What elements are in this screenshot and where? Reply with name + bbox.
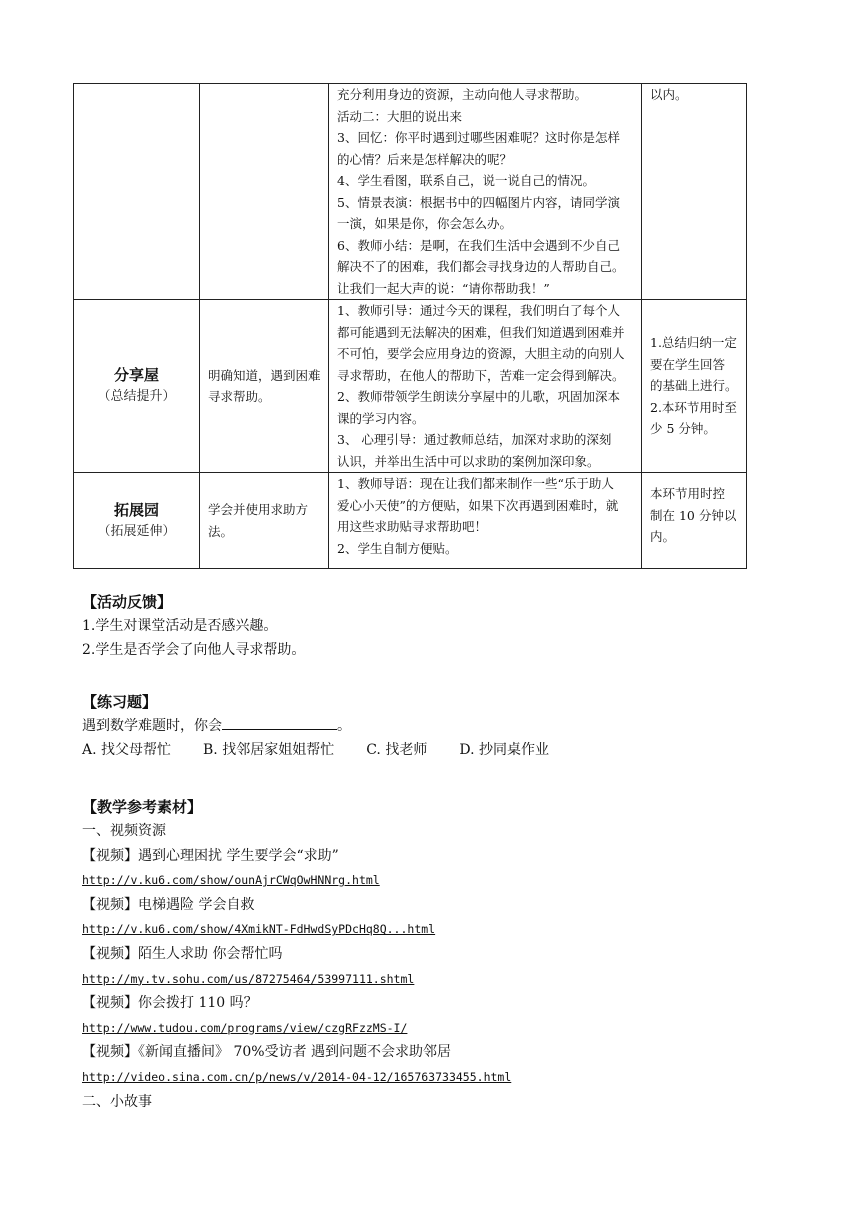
- process-line: 解决不了的困难，我们都会寻找身边的人帮助自己。: [337, 259, 625, 274]
- process-line: 3、 心理引导：通过教师总结，加深对求助的深刻: [337, 432, 612, 447]
- video-link[interactable]: http://my.tv.sohu.com/us/87275464/53997111.shtml: [82, 971, 415, 986]
- note-line: 制在 10 分钟以: [650, 507, 737, 523]
- process-line: 认识，并举出生活中可以求助的案例加深印象。: [337, 453, 600, 469]
- goal-line: 法。: [208, 523, 234, 539]
- feedback-item: 2.学生是否学会了向他人寻求帮助。: [82, 642, 306, 658]
- process-line: 充分利用身边的资源，主动向他人寻求帮助。: [337, 87, 588, 102]
- stage-cell: [74, 300, 200, 473]
- note-line: 1.总结归纳一定: [650, 335, 737, 351]
- video-link[interactable]: http://www.tudou.com/programs/view/czgRFzzMS-I/: [82, 1020, 408, 1035]
- note-line: 以内。: [650, 87, 688, 102]
- video-title: 【视频】电梯遇险 学会自救: [82, 896, 255, 913]
- process-cell: [329, 84, 642, 300]
- process-line: 的心情？后来是怎样解决的呢？: [337, 151, 513, 167]
- process-line: 一演，如果是你，你会怎么办。: [337, 216, 513, 231]
- process-line: 爱心小天使”的方便贴，如果下次再遇到困难时，就: [337, 497, 619, 513]
- option-d: D. 抄同桌作业: [459, 742, 549, 758]
- option-a: A. 找父母帮忙: [82, 742, 172, 758]
- process-line: 6、教师小结：是啊，在我们生活中会遇到不少自己: [337, 237, 620, 253]
- note-cell: [642, 473, 747, 569]
- process-line: 2、学生自制方便贴。: [337, 540, 458, 556]
- stage-title: 分享屋: [113, 366, 159, 384]
- process-line: 不可怕，要学会应用身边的资源，大胆主动的向别人: [337, 346, 625, 361]
- goal-cell: [200, 473, 329, 569]
- feedback-item: 1.学生对课堂活动是否感兴趣。: [82, 618, 278, 634]
- note-line: 2.本环节用时至: [650, 399, 737, 415]
- video-link[interactable]: http://v.ku6.com/show/4XmikNT-FdHwdSyPDcHq8Q...html: [82, 922, 436, 937]
- subsection-title: 一、视频资源: [82, 823, 166, 839]
- table-row: [74, 84, 747, 300]
- goal-cell: [200, 300, 329, 473]
- table-row: [74, 300, 747, 473]
- process-line: 让我们一起大声的说：“请你帮助我！”: [337, 280, 550, 296]
- option-b: B. 找邻居家姐姐帮忙: [203, 742, 335, 758]
- video-link[interactable]: http://video.sina.com.cn/p/news/v/2014-04-12/165763733455.html: [82, 1069, 512, 1084]
- exercise-question: [82, 714, 581, 738]
- section-heading: 【教学参考素材】: [82, 798, 203, 816]
- process-line: 3、回忆：你平时遇到过哪些困难呢？这时你是怎样: [337, 130, 620, 145]
- exercise-options: [82, 738, 581, 762]
- stage-subtitle: （拓展延伸）: [97, 523, 176, 539]
- stage-cell: [74, 84, 200, 300]
- video-title: 【视频】《新闻直播间》 70%受访者 遇到问题不会求助邻居: [82, 1044, 452, 1061]
- process-line: 4、学生看图，联系自己，说一说自己的情况。: [337, 173, 595, 188]
- process-line: 都可能遇到无法解决的困难，但我们知道遇到困难并: [337, 324, 625, 340]
- note-line: 少 5 分钟。: [650, 421, 716, 437]
- process-line: 5、情景表演：根据书中的四幅图片内容，请同学演: [337, 194, 620, 210]
- video-link[interactable]: http://v.ku6.com/show/ounAjrCWqOwHNNrg.html: [82, 873, 380, 888]
- note-cell: [642, 300, 747, 473]
- note-cell: [642, 84, 747, 300]
- note-line: 内。: [650, 529, 676, 544]
- note-line: 要在学生回答: [650, 356, 726, 372]
- process-line: 活动二：大胆的说出来: [337, 108, 463, 124]
- lesson-plan-table: [73, 83, 747, 569]
- process-line: 寻求帮助，在他人的帮助下，苦难一定会得到解决。: [337, 367, 625, 383]
- video-title: 【视频】你会拨打 110 吗？: [82, 995, 258, 1012]
- stage-cell: [74, 473, 200, 569]
- note-line: 本环节用时控: [650, 486, 726, 501]
- table-row: [74, 473, 747, 569]
- exercise-section: [82, 690, 581, 762]
- process-line: 用这些求助贴寻求帮助吧！: [337, 519, 488, 534]
- answer-blank: [222, 714, 337, 730]
- question-end: 。: [337, 718, 351, 734]
- video-title: 【视频】遇到心理困扰 学生要学会“求助”: [82, 847, 339, 864]
- subsection-title: 二、小故事: [82, 1093, 152, 1110]
- option-c: C. 找老师: [366, 742, 428, 758]
- section-heading: 【活动反馈】: [82, 593, 173, 611]
- note-line: 的基础上进行。: [650, 378, 738, 394]
- goal-line: 学会并使用求助方: [208, 502, 309, 517]
- section-heading: 【练习题】: [82, 693, 158, 711]
- process-line: 课的学习内容。: [337, 410, 425, 426]
- process-line: 1、教师引导：通过今天的课程，我们明白了每个人: [337, 303, 620, 318]
- stage-subtitle: （总结提升）: [97, 389, 176, 404]
- question-text: 遇到数学难题时，你会: [82, 718, 222, 734]
- feedback-section: [82, 590, 305, 662]
- stage-title: 拓展园: [113, 500, 159, 519]
- materials-section: [82, 795, 511, 1114]
- video-title: 【视频】陌生人求助 你会帮忙吗: [82, 945, 283, 962]
- goal-line: 寻求帮助。: [208, 389, 271, 404]
- process-cell: [329, 300, 642, 473]
- process-cell: [329, 473, 642, 569]
- goal-cell: [200, 84, 329, 300]
- process-line: 1、教师导语：现在让我们都来制作一些“乐于助人: [337, 476, 614, 491]
- goal-line: 明确知道，遇到困难: [208, 367, 321, 383]
- process-line: 2、教师带领学生朗读分享屋中的儿歌，巩固加深本: [337, 389, 620, 404]
